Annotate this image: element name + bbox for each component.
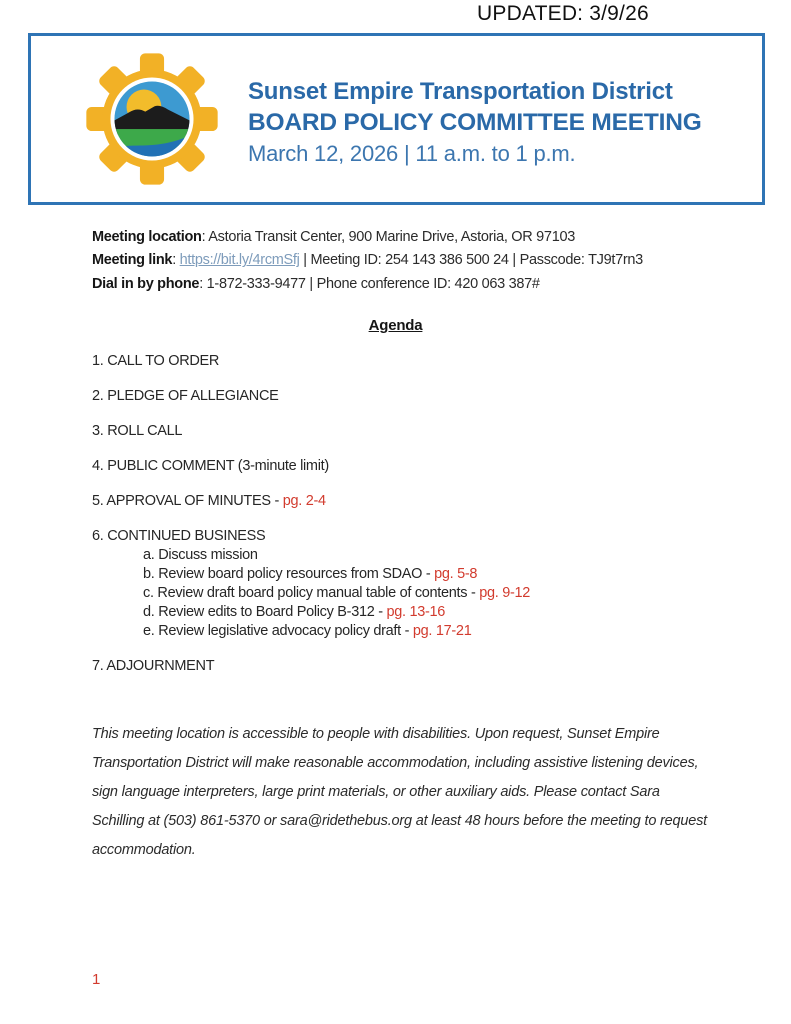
agenda-item xyxy=(92,492,530,511)
agenda-item-line xyxy=(92,457,530,476)
agenda-item-text: 2. PLEDGE OF ALLEGIANCE xyxy=(92,388,279,404)
dial-in-value: 1-872-333-9477 | Phone conference ID: 420 063 387# xyxy=(206,275,540,292)
notice-line: Schilling at (503) 861-5370 or sara@ridethebus.org at least 48 hours before the meeting to request xyxy=(92,813,707,829)
agenda-item-line xyxy=(92,657,530,676)
agenda-page-ref: pg. 5-8 xyxy=(434,566,478,582)
agenda-item-line xyxy=(92,422,530,441)
agenda-subitem xyxy=(92,584,530,603)
agenda-page-ref: pg. 17-21 xyxy=(412,623,472,639)
agenda-item-line xyxy=(92,527,530,546)
agenda-item xyxy=(92,457,530,476)
agenda-subitem xyxy=(92,622,530,641)
agenda-item xyxy=(92,387,530,406)
meeting-link-label: Meeting link xyxy=(92,252,173,269)
agenda-item-text: 4. PUBLIC COMMENT (3-minute limit) xyxy=(92,458,329,474)
meeting-link[interactable]: https://bit.ly/4rcmSfj xyxy=(179,252,300,269)
separator: : xyxy=(201,229,209,245)
agenda-page-ref: pg. 2-4 xyxy=(282,493,326,509)
agenda-item-line xyxy=(92,387,530,406)
agenda-item-line xyxy=(92,352,530,371)
meeting-info xyxy=(92,226,643,296)
meeting-location-line xyxy=(92,226,643,249)
agenda-item-text: 5. APPROVAL OF MINUTES - xyxy=(92,493,283,509)
agenda-item-text: d. Review edits to Board Policy B-312 - xyxy=(143,604,387,620)
meeting-location-label: Meeting location xyxy=(92,229,202,245)
notice-line: Transportation District will make reasonable accommodation, including assistive listening devices, xyxy=(92,755,699,771)
separator: : xyxy=(199,275,207,292)
header-box xyxy=(28,33,765,205)
agenda-heading: Agenda xyxy=(368,317,423,334)
agenda-item-text: 3. ROLL CALL xyxy=(92,423,183,439)
notice-line: This meeting location is accessible to people with disabilities. Upon request, Sunset Empire xyxy=(92,726,660,742)
accessibility-notice xyxy=(92,720,707,865)
agenda-list xyxy=(92,352,530,692)
dial-in-label: Dial in by phone xyxy=(92,275,200,292)
org-logo-gear-icon xyxy=(85,50,219,188)
agenda-item-line xyxy=(92,492,530,511)
dial-in-line xyxy=(92,273,643,296)
meeting-datetime: March 12, 2026 | 11 a.m. to 1 p.m. xyxy=(248,141,576,166)
org-name: Sunset Empire Transportation District xyxy=(248,78,673,105)
agenda-item-text: e. Review legislative advocacy policy draft - xyxy=(143,623,413,639)
agenda-item xyxy=(92,352,530,371)
agenda-item xyxy=(92,422,530,441)
notice-line: sign language interpreters, large print materials, or other auxiliary aids. Please contact Sara xyxy=(92,784,660,800)
meeting-link-line xyxy=(92,249,643,272)
agenda-item xyxy=(92,657,530,676)
agenda-subitem xyxy=(92,546,530,565)
agenda-item xyxy=(92,527,530,641)
agenda-page-ref: pg. 9-12 xyxy=(479,585,531,601)
separator: : xyxy=(172,252,180,269)
agenda-item-text: c. Review draft board policy manual table of contents - xyxy=(143,585,480,601)
page-number: 1 xyxy=(92,971,101,988)
agenda-item-text: 6. CONTINUED BUSINESS xyxy=(92,528,266,544)
agenda-item-text: 7. ADJOURNMENT xyxy=(92,658,215,674)
agenda-item-text: b. Review board policy resources from SDAO - xyxy=(143,566,435,582)
header-title-block xyxy=(248,76,702,169)
notice-line: accommodation. xyxy=(92,842,196,858)
agenda-page-ref: pg. 13-16 xyxy=(386,604,446,620)
meeting-location-value: Astoria Transit Center, 900 Marine Drive, Astoria, OR 97103 xyxy=(208,229,575,245)
agenda-subitem xyxy=(92,565,530,584)
updated-banner: UPDATED: 3/9/26 xyxy=(477,2,649,25)
agenda-subitem xyxy=(92,603,530,622)
meeting-id-passcode: | Meeting ID: 254 143 386 500 24 | Passcode: TJ9t7rn3 xyxy=(299,252,643,269)
agenda-item-text: a. Discuss mission xyxy=(143,547,258,563)
meeting-title: BOARD POLICY COMMITTEE MEETING xyxy=(248,109,702,136)
agenda-item-text: 1. CALL TO ORDER xyxy=(92,353,220,369)
